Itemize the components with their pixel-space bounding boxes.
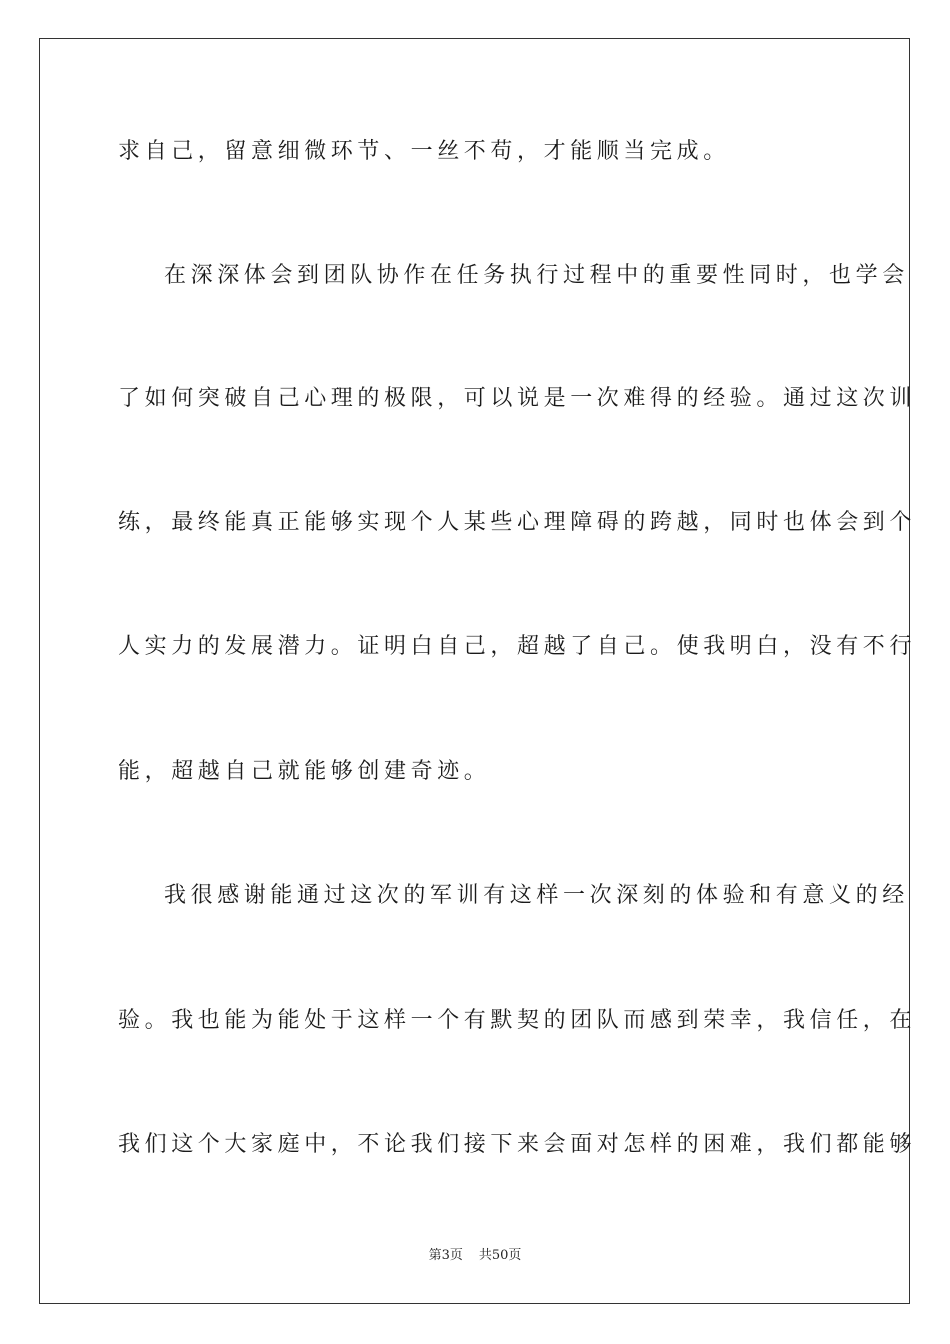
text-line: 能，超越自己就能够创建奇迹。 [118, 759, 491, 784]
page-frame [39, 38, 917, 1304]
text-line: 我们这个大家庭中，不论我们接下来会面对怎样的困难，我们都能够 [118, 1132, 917, 1157]
text-line: 验。我也能为能处于这样一个有默契的团队而感到荣幸，我信任，在 [118, 1008, 917, 1033]
text-line: 练，最终能真正能够实现个人某些心理障碍的跨越，同时也体会到个 [118, 510, 917, 535]
page-footer [0, 1248, 950, 1264]
text-line: 在深深体会到团队协作在任务执行过程中的重要性同时，也学会 [164, 263, 909, 288]
text-line: 人实力的发展潜力。证明白自己，超越了自己。使我明白，没有不行 [118, 634, 917, 659]
text-line: 了如何突破自己心理的极限，可以说是一次难得的经验。通过这次训 [118, 386, 917, 411]
text-line: 我很感谢能通过这次的军训有这样一次深刻的体验和有意义的经 [164, 883, 909, 908]
text-line: 求自己，留意细微环节、一丝不苟，才能顺当完成。 [118, 139, 730, 164]
total-pages: 共50页 [478, 1248, 522, 1263]
current-page-number: 第3页 [428, 1248, 463, 1263]
